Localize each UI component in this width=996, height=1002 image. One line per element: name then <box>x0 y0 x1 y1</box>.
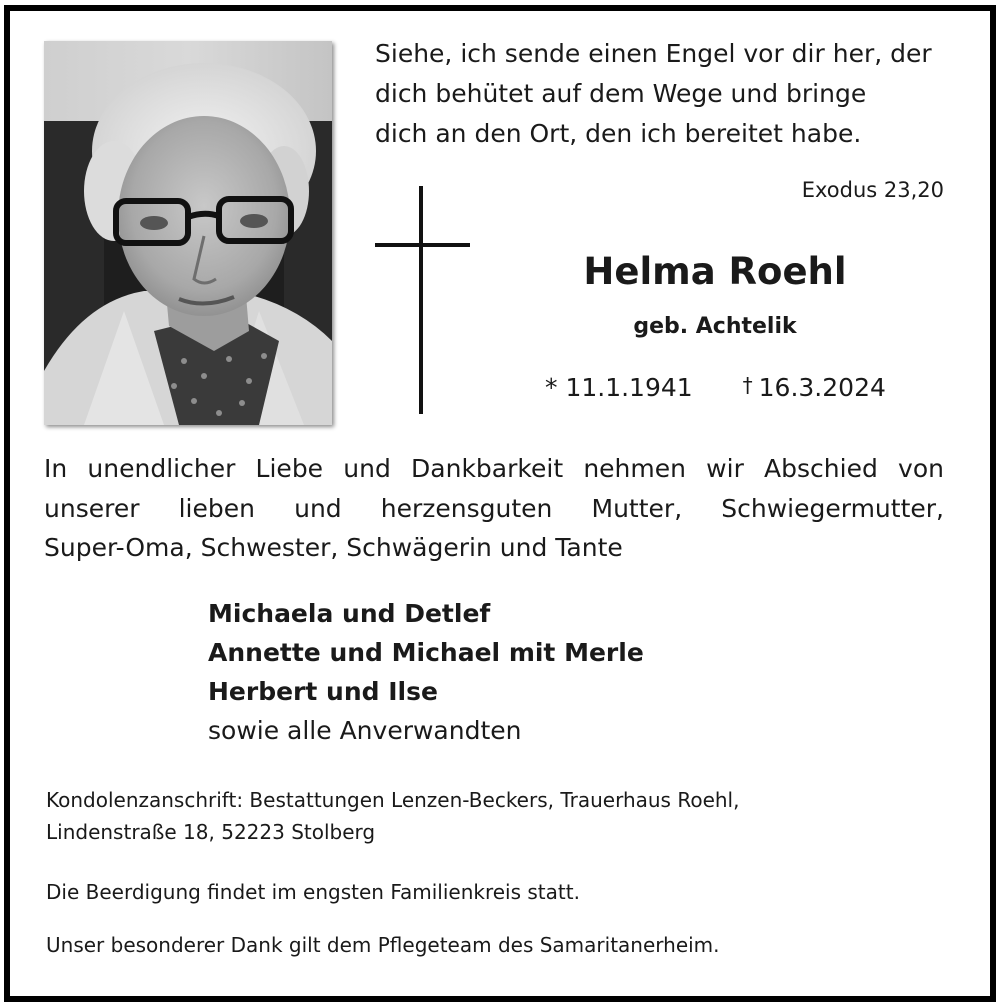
life-dates <box>545 373 945 402</box>
farewell-line: unserer lieben und herzensguten Mutter, Schwiegermutter, <box>44 493 944 523</box>
death-date: 16.3.2024 <box>758 373 886 402</box>
farewell-line: In unendlicher Liebe und Dankbarkeit nehmen wir Abschied von <box>44 454 944 483</box>
death-date-group <box>743 373 886 402</box>
family-list <box>208 594 644 750</box>
maiden-name: geb. Achtelik <box>633 314 797 339</box>
condolence-line: Kondolenzanschrift: Bestattungen Lenzen-Beckers, Trauerhaus Roehl, <box>46 788 740 812</box>
family-name: Annette und Michael mit Merle <box>208 638 644 667</box>
funeral-note: Die Beerdigung findet im engsten Familienkreis statt. <box>46 880 580 904</box>
dagger-icon: † <box>742 373 753 397</box>
family-name: Herbert und Ilse <box>208 677 438 706</box>
verse-line: Siehe, ich sende einen Engel vor dir her, der <box>375 39 932 68</box>
farewell-text <box>44 449 944 568</box>
thanks-note: Unser besonderer Dank gilt dem Pflegeteam des Samaritanerheim. <box>46 933 720 957</box>
condolence-address <box>46 784 739 848</box>
farewell-line: Super-Oma, Schwester, Schwägerin und Tante <box>44 533 623 562</box>
verse-source: Exodus 23,20 <box>801 178 944 202</box>
relatives-line: sowie alle Anverwandten <box>208 716 522 745</box>
portrait-photo <box>44 41 332 425</box>
verse-line: dich an den Ort, den ich bereitet habe. <box>375 119 862 148</box>
condolence-line: Lindenstraße 18, 52223 Stolberg <box>46 820 376 844</box>
bible-verse <box>375 34 955 154</box>
deceased-name: Helma Roehl <box>583 250 847 293</box>
cross-icon <box>375 186 470 414</box>
birth-date: * 11.1.1941 <box>545 373 693 402</box>
verse-line: dich behütet auf dem Wege und bringe <box>375 79 867 108</box>
family-name: Michaela und Detlef <box>208 599 491 628</box>
